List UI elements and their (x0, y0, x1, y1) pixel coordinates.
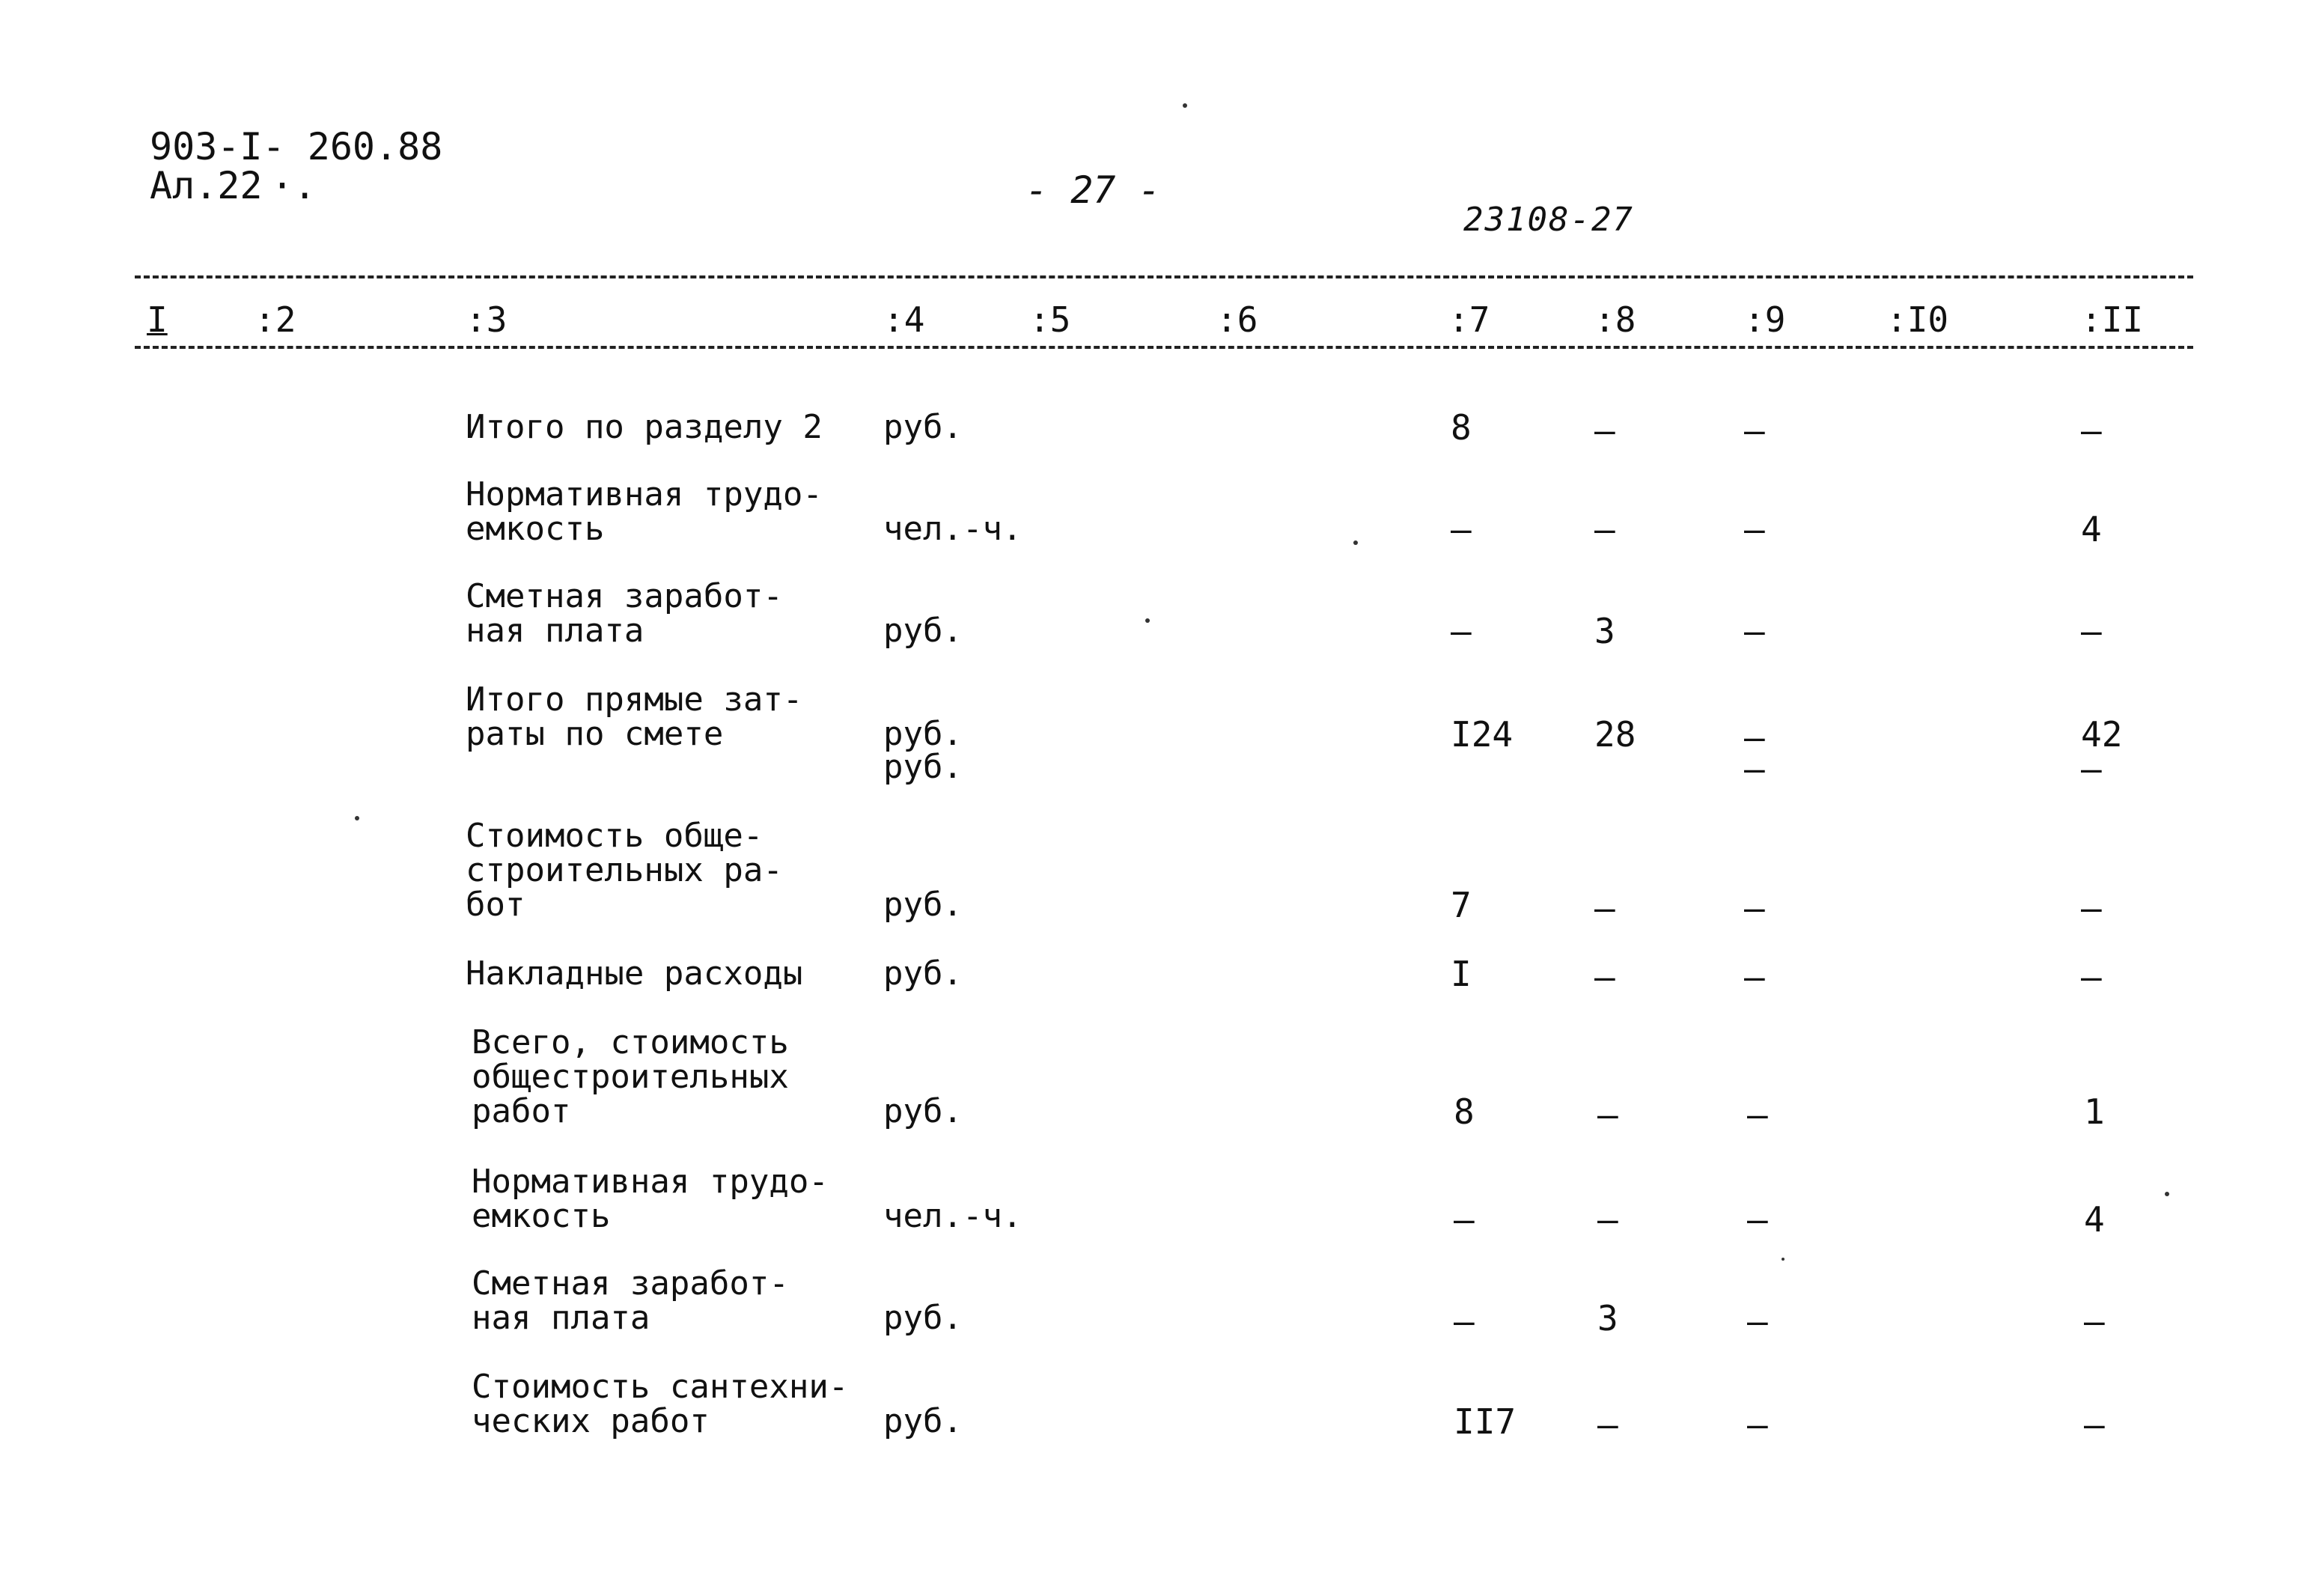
row-10-description-line-1: Стоимость сантехни- (472, 1368, 849, 1406)
row-2-unit: чел.-ч. (883, 510, 1023, 548)
column-number-5: :5 (1029, 299, 1071, 340)
album-label: Ал.22 (150, 164, 263, 207)
row-3-unit: руб. (883, 612, 963, 650)
row-6-unit: руб. (883, 954, 963, 993)
column-number-3: :3 (466, 299, 508, 340)
row-4-col9-second: – (1744, 749, 1765, 789)
column-number-underline (135, 346, 2193, 349)
row-7-unit: руб. (883, 1092, 963, 1130)
row-1-col7: 8 (1451, 407, 1472, 448)
column-number-11: :II (2081, 299, 2144, 340)
row-9-col9: – (1747, 1301, 1768, 1341)
row-8-description-line-2: емкость (472, 1197, 611, 1235)
page-number: - 27 - (1025, 168, 1161, 212)
row-10-description-line-2: ческих работ (472, 1402, 710, 1440)
row-10-col8: – (1597, 1404, 1618, 1445)
row-6-col11: – (2081, 957, 2102, 997)
row-1-col8: – (1594, 410, 1615, 451)
row-6-col8: – (1594, 957, 1615, 997)
row-9-col7: – (1454, 1301, 1475, 1341)
row-4-description-line-2: раты по смете (466, 715, 724, 753)
column-number-9: :9 (1744, 299, 1786, 340)
scan-speck (355, 816, 359, 820)
row-1-description: Итого по разделу 2 (466, 408, 823, 446)
row-8-col8: – (1597, 1199, 1618, 1240)
handwritten-stamp-number: 23108-27 (1463, 201, 1634, 239)
row-8-col7: – (1454, 1199, 1475, 1240)
row-1-unit: руб. (883, 408, 963, 446)
row-2-description-line-2: емкость (466, 510, 605, 548)
row-2-col9: – (1744, 509, 1765, 549)
scan-speck (1183, 103, 1187, 108)
row-7-description-line-3: работ (472, 1092, 571, 1130)
row-9-col11: – (2084, 1301, 2105, 1341)
row-7-col7: 8 (1454, 1091, 1475, 1132)
row-5-col9: – (1744, 888, 1765, 928)
row-10-col9: – (1747, 1404, 1768, 1445)
row-5-description-line-1: Стоимость обще- (466, 817, 764, 855)
row-5-col8: – (1594, 888, 1615, 928)
row-9-unit: руб. (883, 1299, 963, 1337)
row-3-col7: – (1451, 611, 1472, 651)
row-8-col9: – (1747, 1199, 1768, 1240)
row-4-unit-2: руб. (883, 748, 963, 786)
column-number-4: :4 (883, 299, 925, 340)
column-number-8: :8 (1594, 299, 1636, 340)
album-mark: ·. (271, 164, 317, 207)
row-4-col11: 42 (2081, 714, 2123, 755)
scan-speck (1782, 1258, 1785, 1261)
row-5-description-line-2: строительных ра- (466, 851, 783, 889)
row-7-col9: – (1747, 1094, 1768, 1135)
row-1-col11: – (2081, 410, 2102, 451)
row-8-unit: чел.-ч. (883, 1197, 1023, 1235)
row-1-col9: – (1744, 410, 1765, 451)
row-7-description-line-1: Всего, стоимость (472, 1023, 789, 1062)
row-4-col7: I24 (1451, 714, 1514, 755)
row-6-col9: – (1744, 957, 1765, 997)
scan-speck (1353, 540, 1358, 545)
row-5-unit: руб. (883, 886, 963, 924)
row-6-description: Накладные расходы (466, 954, 803, 993)
column-number-2: :2 (255, 299, 296, 340)
scan-speck (2165, 1192, 2169, 1196)
column-number-1: I (147, 299, 168, 340)
row-5-col7: 7 (1451, 885, 1472, 925)
row-4-col11-second: – (2081, 749, 2102, 789)
row-2-col8: – (1594, 509, 1615, 549)
row-6-col7: I (1451, 954, 1472, 994)
row-7-col11: 1 (2084, 1091, 2105, 1132)
row-4-unit-1: руб. (883, 715, 963, 753)
document-code: 903-I- 260.88 (150, 125, 443, 168)
row-9-description-line-1: Сметная заработ- (472, 1264, 789, 1303)
row-9-col8: 3 (1597, 1298, 1618, 1338)
row-2-col11: 4 (2081, 509, 2102, 549)
row-4-col9: – (1744, 717, 1765, 758)
row-4-description-line-1: Итого прямые зат- (466, 680, 803, 719)
header-separator (135, 275, 2193, 278)
column-number-6: :6 (1216, 299, 1258, 340)
row-9-description-line-2: ная плата (472, 1299, 650, 1337)
row-7-description-line-2: общестроительных (472, 1058, 789, 1096)
row-10-col11: – (2084, 1404, 2105, 1445)
row-3-description-line-1: Сметная заработ- (466, 577, 783, 615)
column-number-10: :I0 (1886, 299, 1949, 340)
row-5-description-line-3: бот (466, 886, 525, 924)
row-4-col8: 28 (1594, 714, 1636, 755)
row-3-col11: – (2081, 611, 2102, 651)
column-number-7: :7 (1448, 299, 1490, 340)
row-8-col11: 4 (2084, 1199, 2105, 1240)
row-3-col9: – (1744, 611, 1765, 651)
row-2-description-line-1: Нормативная трудо- (466, 475, 823, 514)
row-5-col11: – (2081, 888, 2102, 928)
scan-speck (1145, 618, 1150, 623)
row-2-col7: – (1451, 509, 1472, 549)
row-3-description-line-2: ная плата (466, 612, 644, 650)
row-10-col7: II7 (1454, 1401, 1517, 1442)
row-3-col8: 3 (1594, 611, 1615, 651)
row-8-description-line-1: Нормативная трудо- (472, 1163, 829, 1201)
row-10-unit: руб. (883, 1402, 963, 1440)
row-7-col8: – (1597, 1094, 1618, 1135)
